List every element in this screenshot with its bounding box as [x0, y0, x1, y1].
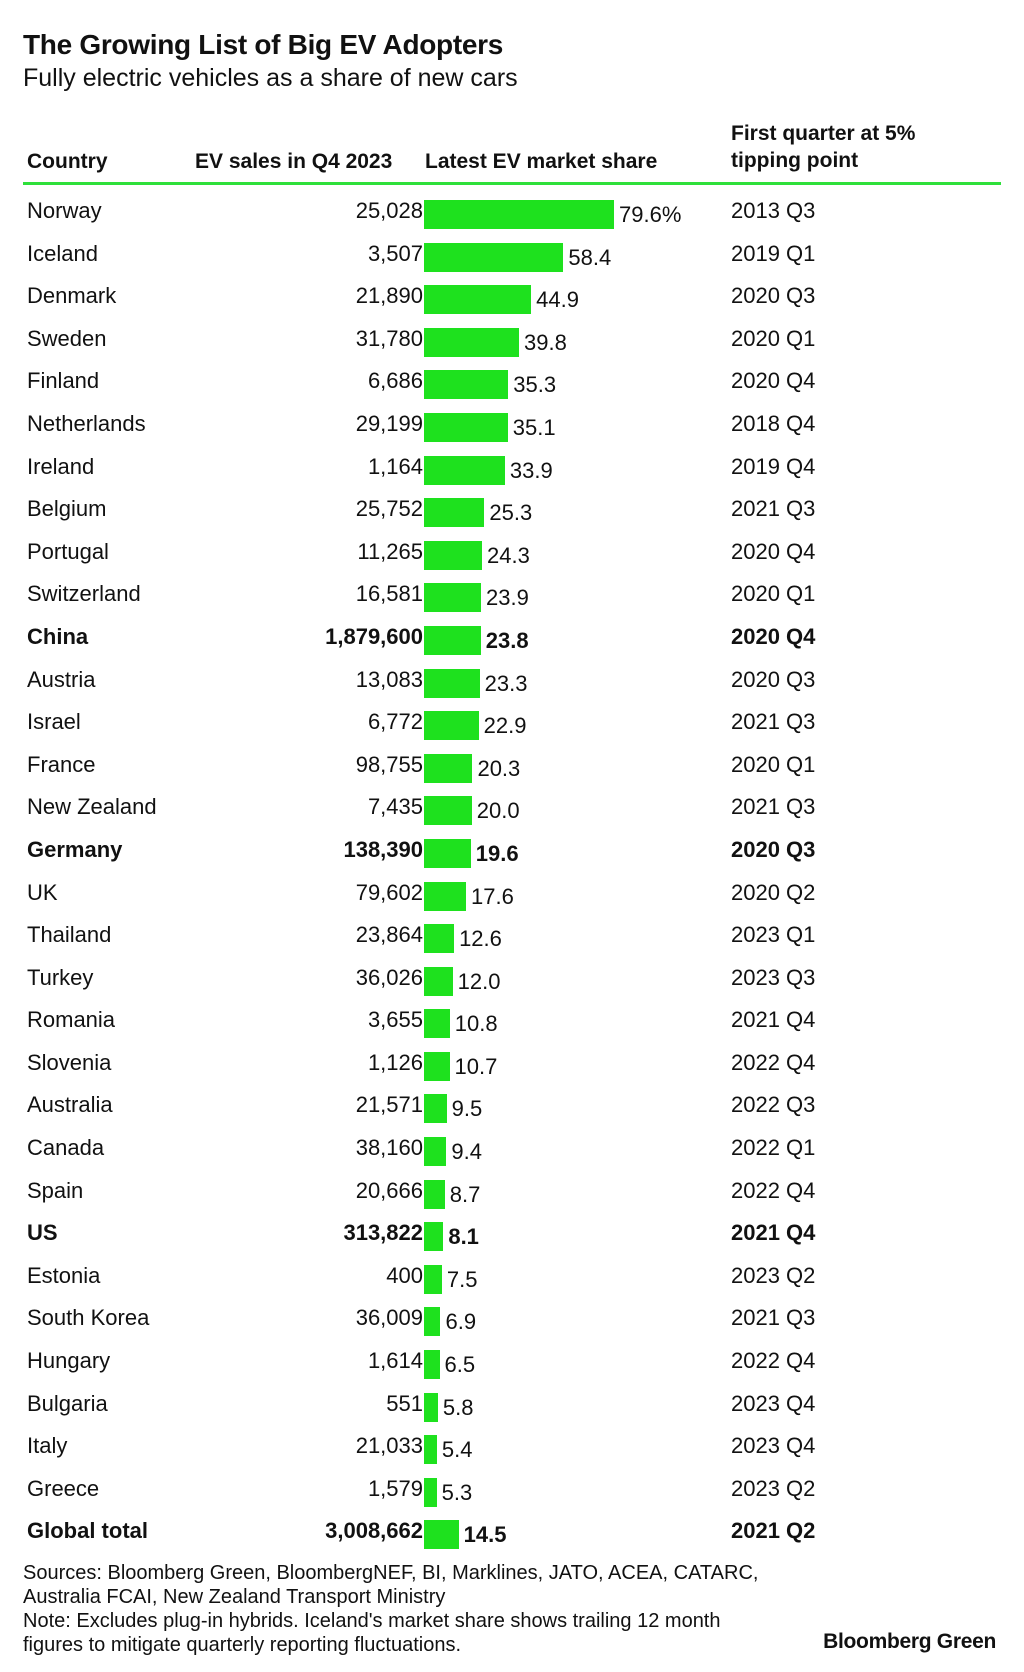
tipping-point-quarter: 2020 Q4	[731, 623, 816, 649]
country-name: Slovenia	[27, 1049, 112, 1075]
table-row	[23, 917, 1001, 960]
table-body	[23, 193, 1001, 1556]
market-share-label: 23.8	[485, 627, 529, 653]
footer	[23, 1561, 803, 1657]
market-share-bar	[424, 1520, 459, 1549]
ev-sales-value: 1,126	[367, 1049, 423, 1075]
market-share-bar	[424, 1180, 445, 1209]
country-name: Sweden	[27, 325, 107, 351]
market-share-bar	[424, 413, 508, 442]
tipping-point-quarter: 2023 Q3	[731, 964, 816, 990]
market-share-bar	[424, 456, 505, 485]
country-name: Ireland	[27, 453, 95, 479]
tipping-point-quarter: 2022 Q4	[731, 1177, 816, 1203]
table-row	[23, 449, 1001, 492]
country-name: Netherlands	[27, 410, 146, 436]
market-share-bar	[424, 1094, 447, 1123]
ev-sales-value: 25,752	[355, 496, 423, 522]
market-share-label: 24.3	[487, 542, 530, 568]
column-header-country: Country	[27, 150, 108, 173]
country-name: Romania	[27, 1007, 116, 1033]
tipping-point-quarter: 2021 Q3	[731, 709, 816, 735]
market-share-label: 12.0	[457, 968, 501, 994]
chart-title: The Growing List of Big EV Adopters	[23, 29, 504, 60]
market-share-label: 58.4	[568, 244, 612, 270]
ev-sales-value: 31,780	[355, 325, 423, 351]
table-row	[23, 491, 1001, 534]
ev-sales-value: 29,199	[355, 410, 423, 436]
country-name: Israel	[27, 709, 81, 735]
brand-logo-text: Bloomberg Green	[823, 1630, 996, 1653]
country-name: Estonia	[27, 1262, 101, 1288]
ev-sales-value: 79,602	[355, 879, 423, 905]
country-name: Canada	[27, 1135, 105, 1161]
ev-sales-value: 36,026	[355, 964, 423, 990]
tipping-point-quarter: 2021 Q3	[731, 794, 816, 820]
country-name: Australia	[27, 1092, 113, 1118]
tipping-point-quarter: 2023 Q1	[731, 922, 816, 948]
market-share-bar	[424, 285, 531, 314]
market-share-bar	[424, 1478, 437, 1507]
table-row	[23, 193, 1001, 236]
country-name: Bulgaria	[27, 1390, 108, 1416]
table-row	[23, 1002, 1001, 1045]
market-share-bar	[424, 328, 519, 357]
table-row	[23, 1386, 1001, 1429]
ev-sales-value: 13,083	[355, 666, 423, 692]
column-header-sales: EV sales in Q4 2023	[195, 150, 393, 173]
tipping-point-quarter: 2022 Q4	[731, 1049, 816, 1075]
country-name: France	[27, 751, 96, 777]
market-share-bar	[424, 1435, 437, 1464]
market-share-label: 20.0	[476, 798, 520, 824]
table-row	[23, 576, 1001, 619]
note-line-1: Note: Excludes plug-in hybrids. Iceland's market share shows trailing 12 month	[23, 1610, 721, 1632]
ev-sales-value: 36,009	[355, 1305, 423, 1331]
country-name: New Zealand	[27, 794, 157, 820]
market-share-label: 23.9	[486, 585, 529, 611]
market-share-bar	[424, 796, 472, 825]
note-line-2: figures to mitigate quarterly reporting fluctuations.	[23, 1634, 461, 1656]
market-share-label: 33.9	[509, 457, 553, 483]
market-share-bar	[424, 711, 479, 740]
tipping-point-quarter: 2019 Q1	[731, 240, 816, 266]
ev-sales-value: 3,507	[367, 240, 423, 266]
table-row	[23, 363, 1001, 406]
tipping-point-quarter: 2021 Q4	[731, 1007, 816, 1033]
ev-sales-value: 21,890	[355, 283, 423, 309]
table-row	[23, 278, 1001, 321]
country-name: UK	[27, 879, 58, 905]
table-row	[23, 1258, 1001, 1301]
market-share-bar	[424, 754, 472, 783]
country-name: China	[27, 623, 89, 649]
market-share-label: 10.8	[454, 1011, 498, 1037]
market-share-label: 14.5	[463, 1522, 507, 1548]
ev-sales-value: 3,008,662	[325, 1518, 423, 1544]
tipping-point-quarter: 2020 Q4	[731, 368, 816, 394]
ev-sales-value: 21,571	[355, 1092, 423, 1118]
tipping-point-quarter: 2013 Q3	[731, 198, 816, 223]
column-header-tipping-line1: First quarter at 5%	[731, 122, 916, 145]
ev-sales-value: 1,579	[367, 1475, 423, 1501]
table-row	[23, 704, 1001, 747]
tipping-point-quarter: 2020 Q1	[731, 751, 816, 777]
ev-sales-value: 551	[386, 1390, 423, 1416]
table-row	[23, 1513, 1001, 1556]
tipping-point-quarter: 2023 Q2	[731, 1262, 816, 1288]
market-share-bar	[424, 1307, 440, 1336]
market-share-label: 5.4	[441, 1437, 473, 1463]
sources-line-1: Sources: Bloomberg Green, BloombergNEF, BI, Marklines, JATO, ACEA, CATARC,	[23, 1562, 759, 1584]
table-row	[23, 960, 1001, 1003]
market-share-bar	[424, 924, 454, 953]
market-share-bar	[424, 541, 482, 570]
ev-sales-value: 138,390	[343, 836, 423, 862]
market-share-label: 12.6	[459, 926, 502, 952]
ev-sales-value: 16,581	[355, 581, 423, 607]
table-row	[23, 1428, 1001, 1471]
tipping-point-quarter: 2020 Q2	[731, 879, 816, 905]
column-header-share: Latest EV market share	[425, 150, 658, 173]
market-share-bar	[424, 1350, 440, 1379]
ev-sales-value: 25,028	[355, 198, 423, 223]
table-row	[23, 534, 1001, 577]
market-share-label: 7.5	[446, 1266, 478, 1292]
market-share-bar	[424, 583, 481, 612]
country-name: Thailand	[27, 922, 112, 948]
tipping-point-quarter: 2021 Q4	[731, 1220, 816, 1246]
market-share-label: 22.9	[483, 713, 527, 739]
country-name: Germany	[27, 836, 123, 862]
market-share-label: 6.9	[445, 1309, 477, 1335]
country-name: Finland	[27, 368, 100, 394]
market-share-label: 17.6	[471, 883, 514, 909]
country-name: Denmark	[27, 283, 117, 309]
ev-sales-value: 21,033	[355, 1433, 423, 1459]
tipping-point-quarter: 2023 Q2	[731, 1475, 816, 1501]
tipping-point-quarter: 2018 Q4	[731, 410, 816, 436]
country-name: Italy	[27, 1433, 68, 1459]
tipping-point-quarter: 2021 Q3	[731, 496, 816, 522]
table-row	[23, 1045, 1001, 1088]
market-share-bar	[424, 1393, 438, 1422]
table-row	[23, 406, 1001, 449]
ev-sales-value: 7,435	[367, 794, 423, 820]
market-share-label: 5.8	[442, 1394, 474, 1420]
market-share-bar	[424, 1137, 446, 1166]
market-share-label: 79.6%	[619, 202, 682, 227]
market-share-bar	[424, 839, 471, 868]
tipping-point-quarter: 2020 Q1	[731, 325, 816, 351]
market-share-label: 35.3	[513, 372, 557, 398]
market-share-label: 35.1	[512, 414, 556, 440]
table-row	[23, 1215, 1001, 1258]
country-name: US	[27, 1220, 58, 1246]
market-share-bar	[424, 243, 563, 272]
market-share-label: 9.4	[451, 1139, 483, 1165]
country-name: South Korea	[27, 1305, 150, 1331]
tipping-point-quarter: 2022 Q4	[731, 1348, 816, 1374]
market-share-label: 5.3	[441, 1479, 473, 1505]
country-name: Hungary	[27, 1348, 111, 1374]
market-share-label: 6.5	[444, 1352, 476, 1378]
ev-sales-value: 1,614	[367, 1348, 423, 1374]
tipping-point-quarter: 2020 Q3	[731, 836, 816, 862]
ev-sales-value: 1,164	[367, 453, 423, 479]
country-name: Belgium	[27, 496, 107, 522]
country-name: Iceland	[27, 240, 98, 266]
ev-sales-value: 1,879,600	[325, 623, 423, 649]
tipping-point-quarter: 2023 Q4	[731, 1390, 816, 1416]
market-share-bar	[424, 1222, 443, 1251]
table-row	[23, 789, 1001, 832]
table-row	[23, 1343, 1001, 1386]
market-share-bar	[424, 1265, 442, 1294]
table-row	[23, 1173, 1001, 1216]
ev-sales-value: 20,666	[355, 1177, 423, 1203]
market-share-label: 20.3	[477, 755, 521, 781]
sources-line-2: Australia FCAI, New Zealand Transport Ministry	[23, 1586, 446, 1608]
table-row	[23, 747, 1001, 790]
country-name: Turkey	[27, 964, 94, 990]
chart-subtitle: Fully electric vehicles as a share of new cars	[23, 64, 518, 92]
ev-sales-value: 98,755	[355, 751, 423, 777]
table-row	[23, 1300, 1001, 1343]
tipping-point-quarter: 2020 Q1	[731, 581, 816, 607]
market-share-label: 19.6	[475, 840, 519, 866]
market-share-bar	[424, 967, 453, 996]
market-share-bar	[424, 200, 614, 229]
country-name: Global total	[27, 1518, 148, 1544]
ev-sales-value: 400	[386, 1262, 423, 1288]
ev-sales-value: 6,686	[367, 368, 423, 394]
country-name: Spain	[27, 1177, 84, 1203]
tipping-point-quarter: 2022 Q3	[731, 1092, 816, 1118]
ev-sales-value: 23,864	[355, 922, 423, 948]
table-row	[23, 1130, 1001, 1173]
country-name: Switzerland	[27, 581, 141, 607]
market-share-bar	[424, 498, 484, 527]
table-row	[23, 236, 1001, 279]
market-share-label: 39.8	[524, 329, 567, 355]
ev-sales-value: 3,655	[367, 1007, 423, 1033]
market-share-bar	[424, 882, 466, 911]
table-row	[23, 321, 1001, 364]
column-header-tipping-line2: tipping point	[731, 149, 859, 172]
country-name: Austria	[27, 666, 96, 692]
market-share-label: 9.5	[451, 1096, 483, 1122]
market-share-label: 23.3	[484, 670, 528, 696]
market-share-label: 10.7	[454, 1053, 498, 1079]
market-share-label: 44.9	[536, 287, 579, 313]
tipping-point-quarter: 2023 Q4	[731, 1433, 816, 1459]
chart-container	[23, 28, 1001, 1548]
ev-sales-value: 313,822	[343, 1220, 423, 1246]
table-row	[23, 662, 1001, 705]
table-row	[23, 1087, 1001, 1130]
market-share-bar	[424, 370, 508, 399]
market-share-label: 8.7	[449, 1181, 481, 1207]
market-share-label: 25.3	[489, 500, 533, 526]
column-header-tipping	[731, 120, 915, 174]
market-share-bar	[424, 1052, 450, 1081]
table-row	[23, 832, 1001, 875]
table-row	[23, 1471, 1001, 1514]
country-name: Norway	[27, 198, 102, 223]
tipping-point-quarter: 2021 Q3	[731, 1305, 816, 1331]
tipping-point-quarter: 2020 Q3	[731, 666, 816, 692]
tipping-point-quarter: 2022 Q1	[731, 1135, 816, 1161]
market-share-label: 8.1	[448, 1224, 479, 1250]
tipping-point-quarter: 2020 Q3	[731, 283, 816, 309]
ev-sales-value: 6,772	[367, 709, 423, 735]
country-name: Portugal	[27, 538, 109, 564]
table-row	[23, 619, 1001, 662]
country-name: Greece	[27, 1475, 100, 1501]
header-rule	[23, 182, 1001, 185]
market-share-bar	[424, 669, 480, 698]
market-share-bar	[424, 1009, 450, 1038]
ev-sales-value: 11,265	[357, 538, 423, 564]
tipping-point-quarter: 2020 Q4	[731, 538, 816, 564]
market-share-bar	[424, 626, 481, 655]
tipping-point-quarter: 2021 Q2	[731, 1518, 816, 1544]
tipping-point-quarter: 2019 Q4	[731, 453, 816, 479]
table-row	[23, 875, 1001, 918]
ev-sales-value: 38,160	[355, 1135, 423, 1161]
